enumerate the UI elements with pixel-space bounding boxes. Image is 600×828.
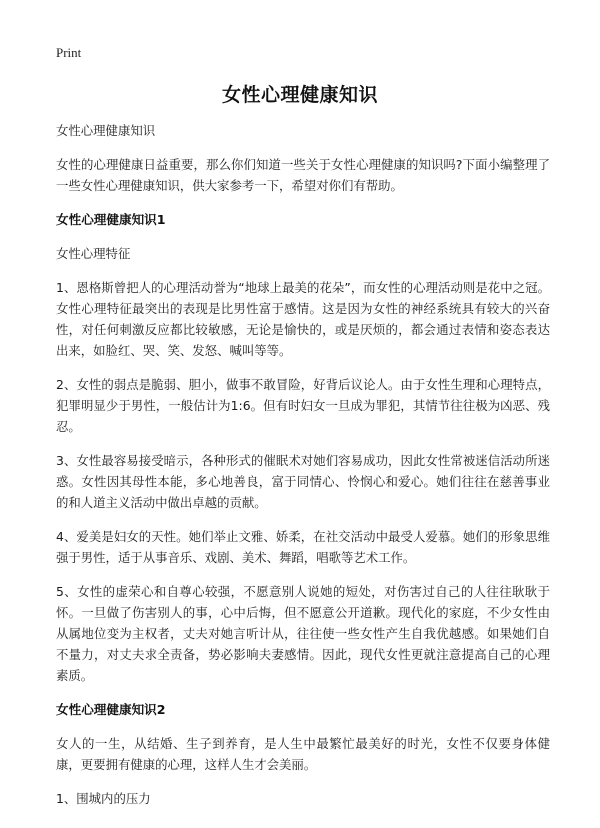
intro-heading: 女性心理健康知识	[56, 123, 156, 138]
page-title: 女性心理健康知识	[221, 84, 378, 106]
paragraph-item-2: 2、女性的弱点是脆弱、胆小，做事不敢冒险，好背后议论人。由于女性生理和心理特点，犯罪明显少于男性，一般估计为1:6。但有时妇女一旦成为罪犯，其情节往往极为凶恶、残忍。	[56, 377, 550, 434]
section-heading-1: 女性心理健康知识1	[56, 212, 166, 227]
section-2-paragraph: 女人的一生，从结婚、生子到养育，是人生中最繁忙最美好的时光，女性不仅要身体健康，更要拥有健康的心理，这样人生才会美丽。	[56, 736, 550, 772]
paragraph-item-1: 1、恩格斯曾把人的心理活动誉为“地球上最美的花朵”，而女性的心理活动则是花中之冠。女性心理特征最突出的表现是比男性富于感情。这是因为女性的神经系统具有较大的兴奋性，对任何刺激反应都比较敏感，无论是愉快的，或是厌烦的，都会通过表情和姿态表达出来，如脸红、哭、笑、发怒、喊叫等等。	[56, 280, 550, 358]
intro-paragraph: 女性的心理健康日益重要，那么你们知道一些关于女性心理健康的知识吗?下面小编整理了一些女性心理健康知识，供大家参考一下，希望对你们有帮助。	[56, 157, 550, 193]
paragraph-item-5: 5、女性的虚荣心和自尊心较强，不愿意别人说她的短处，对伤害过自己的人往往耿耿于怀。一旦做了伤害别人的事，心中后悔，但不愿意公开道歉。现代化的家庭，不少女性由从属地位变为主权者，丈夫对她言听计从，往往使一些女性产生自我优越感。如果她们自不量力，对丈夫求全责备，势必影响夫妻感情。因此，现代女性更就注意提高自己的心理素质。	[56, 584, 550, 683]
section-heading-2: 女性心理健康知识2	[56, 702, 166, 717]
paragraph-item-3: 3、女性最容易接受暗示，各种形式的催眠术对她们容易成功，因此女性常被迷信活动所迷惑。女性因其母性本能，多心地善良，富于同情心、怜悯心和爱心。她们往往在慈善事业的和人道主义活动中做出卓越的贡献。	[56, 453, 550, 510]
paragraph-item-4: 4、爱美是妇女的天性。她们举止文雅、娇柔，在社交活动中最受人爱慕。她们的形象思维强于男性，适于从事音乐、戏剧、美术、舞蹈，唱歌等艺术工作。	[56, 529, 550, 565]
subsection-heading: 女性心理特征	[56, 246, 131, 261]
section-2-item-1: 1、围城内的压力	[56, 791, 151, 806]
print-link[interactable]: Print	[56, 45, 82, 60]
article-body	[56, 120, 550, 822]
